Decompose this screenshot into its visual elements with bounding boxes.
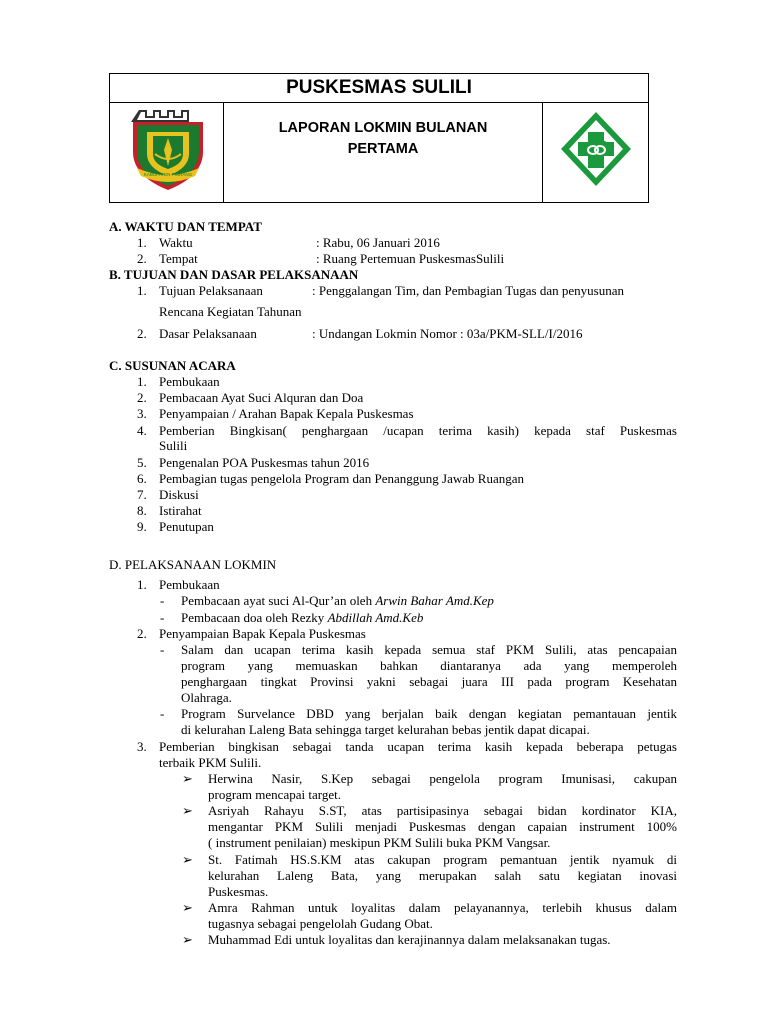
field-label: Tempat (159, 251, 198, 266)
list-number: 1. (137, 374, 147, 389)
field-value: : Penggalangan Tim, dan Pembagian Tugas dan penyusunan (312, 283, 624, 298)
paragraph-line: Pemberian bingkisan sebagai tanda ucapan terima kasih kepada beberapa petugas (159, 739, 677, 754)
section-a-heading: A. WAKTU DAN TEMPAT (109, 219, 262, 234)
agenda-item: Pengenalan POA Puskesmas tahun 2016 (159, 455, 370, 470)
report-title-line: LAPORAN LOKMIN BULANAN (278, 120, 488, 136)
paragraph-line: program yang memuaskan bahkan diantaranya ada yang memperoleh (181, 658, 677, 673)
puskesmas-logo (559, 110, 633, 188)
emblem-text: KABUPATEN PINRANG (143, 172, 193, 177)
activity-item: Penyampaian Bapak Kepala Puskesmas (159, 626, 366, 641)
agenda-item: Penyampaian / Arahan Bapak Kepala Puskesmas (159, 406, 414, 421)
dash-bullet: - (160, 593, 165, 608)
list-number: 7. (137, 487, 147, 502)
paragraph-line: St. Fatimah HS.S.KM atas cakupan program pemantuan jentik nyamuk di (208, 852, 677, 867)
section-c-heading: C. SUSUNAN ACARA (109, 358, 236, 373)
report-title-line: PERTAMA (347, 141, 419, 157)
table-divider (542, 102, 543, 202)
paragraph-line: Olahraga. (181, 690, 232, 705)
dash-bullet: - (160, 706, 165, 721)
list-number: 9. (137, 519, 147, 534)
paragraph-line: Amra Rahman untuk loyalitas dalam pelayanannya, terlebih khusus dalam (208, 900, 677, 915)
header-table (109, 73, 649, 203)
list-number: 1. (137, 577, 147, 592)
sub-item: Pembacaan doa oleh Rezky Abdillah Amd.Keb (181, 610, 424, 625)
paragraph-line: mengantar PKM Sulili menjadi Puskesmas dengan capaian instrument 100% (208, 819, 677, 834)
field-value-continued: Rencana Kegiatan Tahunan (159, 304, 302, 319)
field-value: : Ruang Pertemuan PuskesmasSulili (316, 251, 505, 266)
activity-item: Pembukaan (159, 577, 220, 592)
list-number: 2. (137, 326, 147, 341)
arrow-bullet-icon: ➢ (182, 771, 193, 786)
list-number: 4. (137, 423, 147, 438)
field-label: Tujuan Pelaksanaan (159, 283, 263, 298)
section-b-heading: B. TUJUAN DAN DASAR PELAKSANAAN (109, 267, 359, 282)
field-label: Waktu (159, 235, 193, 250)
paragraph-line: terbaik PKM Sulili. (159, 755, 262, 770)
arrow-bullet-icon: ➢ (182, 852, 193, 867)
list-number: 6. (137, 471, 147, 486)
report-title (224, 118, 542, 160)
agenda-item: Penutupan (159, 519, 214, 534)
sub-item: Pembacaan ayat suci Al-Qur’an oleh Arwin Bahar Amd.Kep (181, 593, 494, 608)
list-number: 2. (137, 390, 147, 405)
dash-bullet: - (160, 610, 165, 625)
list-number: 2. (137, 251, 147, 266)
list-number: 5. (137, 455, 147, 470)
paragraph-line: Asriyah Rahayu S.ST, atas partisipasinya sebagai bidan kordinator KIA, (208, 803, 677, 818)
list-number: 3. (137, 739, 147, 754)
field-label: Dasar Pelaksanaan (159, 326, 257, 341)
field-value: : Undangan Lokmin Nomor : 03a/PKM-SLL/I/2016 (312, 326, 583, 341)
list-number: 8. (137, 503, 147, 518)
page-title: PUSKESMAS SULILI (110, 74, 648, 103)
paragraph-line: program mencapai target. (208, 787, 341, 802)
paragraph-line: ( instrument penilaian) meskipun PKM Sulili buka PKM Vangsar. (208, 835, 551, 850)
arrow-bullet-icon: ➢ (182, 900, 193, 915)
agenda-item: Istirahat (159, 503, 202, 518)
paragraph-line: di kelurahan Laleng Bata sehingga target kelurahan bebas jentik dapat dicapai. (181, 722, 590, 737)
list-number: 1. (137, 283, 147, 298)
paragraph-line: Herwina Nasir, S.Kep sebagai pengelola program Imunisasi, cakupan (208, 771, 677, 786)
paragraph-line: Salam dan ucapan terima kasih kepada semua staf PKM Sulili, atas pencapaian (181, 642, 677, 657)
arrow-bullet-icon: ➢ (182, 803, 193, 818)
agenda-item: Pembukaan (159, 374, 220, 389)
paragraph-line: Program Survelance DBD yang berjalan baik dengan kegiatan pemantauan jentik (181, 706, 677, 721)
list-number: 3. (137, 406, 147, 421)
agenda-item: Pemberian Bingkisan( penghargaan /ucapan terima kasih) kepada staf Puskesmas (159, 423, 677, 438)
kabupaten-pinrang-emblem (127, 106, 209, 192)
paragraph-line: tugasnya sebagai pengelolah Gudang Obat. (208, 916, 433, 931)
list-number: 2. (137, 626, 147, 641)
arrow-bullet-icon: ➢ (182, 932, 193, 947)
section-d-heading: D. PELAKSANAAN LOKMIN (109, 557, 277, 572)
paragraph-line: kelurahan Laleng Bata, yang merupakan salah satu kegiatan inovasi (208, 868, 677, 883)
paragraph-line: Puskesmas. (208, 884, 269, 899)
field-value: : Rabu, 06 Januari 2016 (316, 235, 440, 250)
agenda-item-continued: Sulili (159, 438, 188, 453)
list-number: 1. (137, 235, 147, 250)
dash-bullet: - (160, 642, 165, 657)
agenda-item: Diskusi (159, 487, 199, 502)
agenda-item: Pembacaan Ayat Suci Alquran dan Doa (159, 390, 364, 405)
paragraph-line: penghargaan tingkat Provinsi yakni sebagai juara III pada program Kesehatan (181, 674, 677, 689)
paragraph-line: Muhammad Edi untuk loyalitas dan kerajinannya dalam melaksanakan tugas. (208, 932, 611, 947)
agenda-item: Pembagian tugas pengelola Program dan Penanggung Jawab Ruangan (159, 471, 524, 486)
